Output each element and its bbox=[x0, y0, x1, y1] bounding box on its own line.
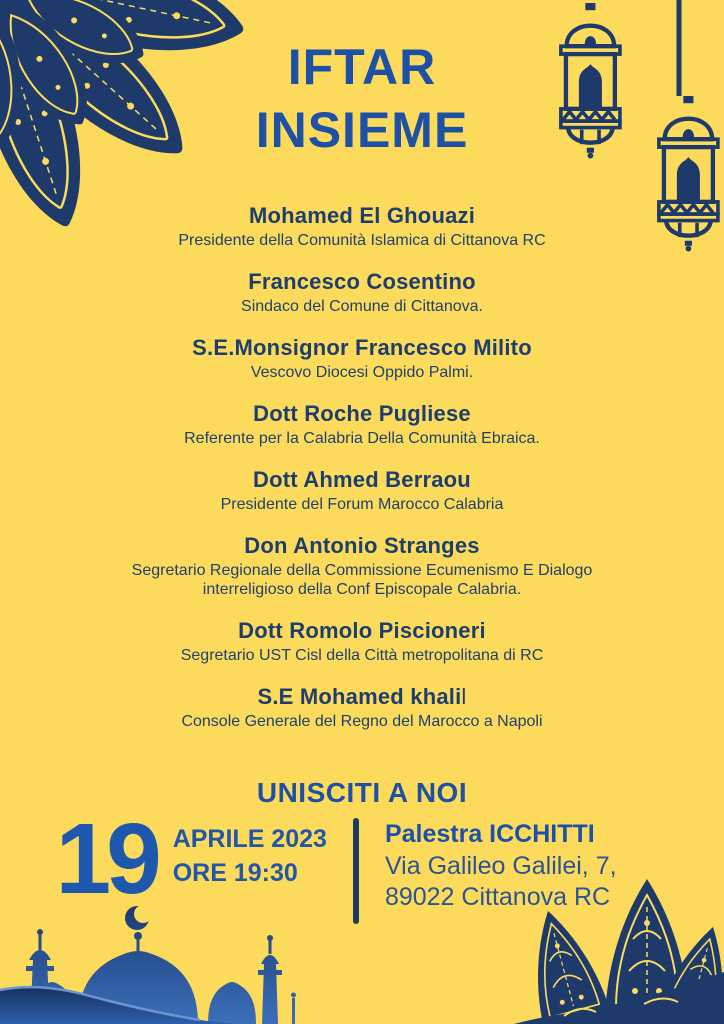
speaker-role: Presidente della Comunità Islamica di Cittanova RC bbox=[178, 232, 546, 249]
speaker-role: Vescovo Diocesi Oppido Palmi. bbox=[250, 364, 474, 381]
speaker-entry bbox=[0, 336, 724, 382]
speaker-name: Francesco Cosentino bbox=[248, 269, 476, 294]
speaker-name: Mohamed El Ghouazi bbox=[248, 203, 476, 228]
event-datetime bbox=[173, 822, 327, 890]
event-day: 19 bbox=[55, 803, 157, 915]
speaker-entry bbox=[0, 619, 724, 665]
title-line-2: INSIEME bbox=[255, 102, 469, 158]
speaker-entry bbox=[0, 534, 724, 599]
speaker-name: Dott Roche Pugliese bbox=[253, 401, 471, 426]
speaker-name: S.E.Monsignor Francesco Milito bbox=[192, 335, 532, 360]
event-details bbox=[0, 803, 724, 924]
event-time: ORE 19:30 bbox=[172, 859, 298, 887]
speaker-name: Don Antonio Stranges bbox=[244, 533, 480, 558]
speaker-entry bbox=[0, 402, 724, 448]
venue-address-line-2: 89022 Cittanova RC bbox=[384, 883, 611, 911]
speaker-role: Segretario Regionale della Commissione Ecumenismo E Dialogo interreligioso della Conf Episcopale Calabria. bbox=[131, 562, 593, 598]
speaker-name-light: l bbox=[461, 684, 467, 709]
speaker-list bbox=[0, 204, 724, 731]
vertical-divider bbox=[353, 818, 359, 924]
speaker-name: Dott Romolo Piscioneri bbox=[238, 618, 486, 643]
event-venue bbox=[385, 818, 617, 913]
venue-name: Palestra ICCHITTI bbox=[384, 820, 595, 848]
speaker-name: Dott Ahmed Berraou bbox=[253, 467, 471, 492]
speaker-role: Presidente del Forum Marocco Calabria bbox=[220, 496, 504, 513]
venue-address-line-1: Via Galileo Galilei, 7, bbox=[384, 852, 617, 880]
event-month-year: APRILE 2023 bbox=[172, 825, 327, 853]
speaker-role: Sindaco del Comune di Cittanova. bbox=[241, 298, 483, 315]
speaker-entry bbox=[0, 204, 724, 250]
speaker-name bbox=[0, 685, 724, 709]
poster-title bbox=[0, 0, 724, 162]
speaker-name-bold: S.E Mohamed khali bbox=[257, 684, 462, 709]
speaker-role: Console Generale del Regno del Marocco a Napoli bbox=[181, 713, 543, 730]
speaker-entry bbox=[0, 685, 724, 731]
speaker-role: Segretario UST Cisl della Città metropolitana di RC bbox=[180, 647, 544, 664]
speaker-entry bbox=[0, 468, 724, 514]
speaker-entry bbox=[0, 270, 724, 316]
title-line-1: IFTAR bbox=[287, 39, 437, 95]
speaker-role: Referente per la Calabria Della Comunità Ebraica. bbox=[184, 430, 540, 447]
join-us-heading: UNISCITI A NOI bbox=[256, 777, 468, 808]
